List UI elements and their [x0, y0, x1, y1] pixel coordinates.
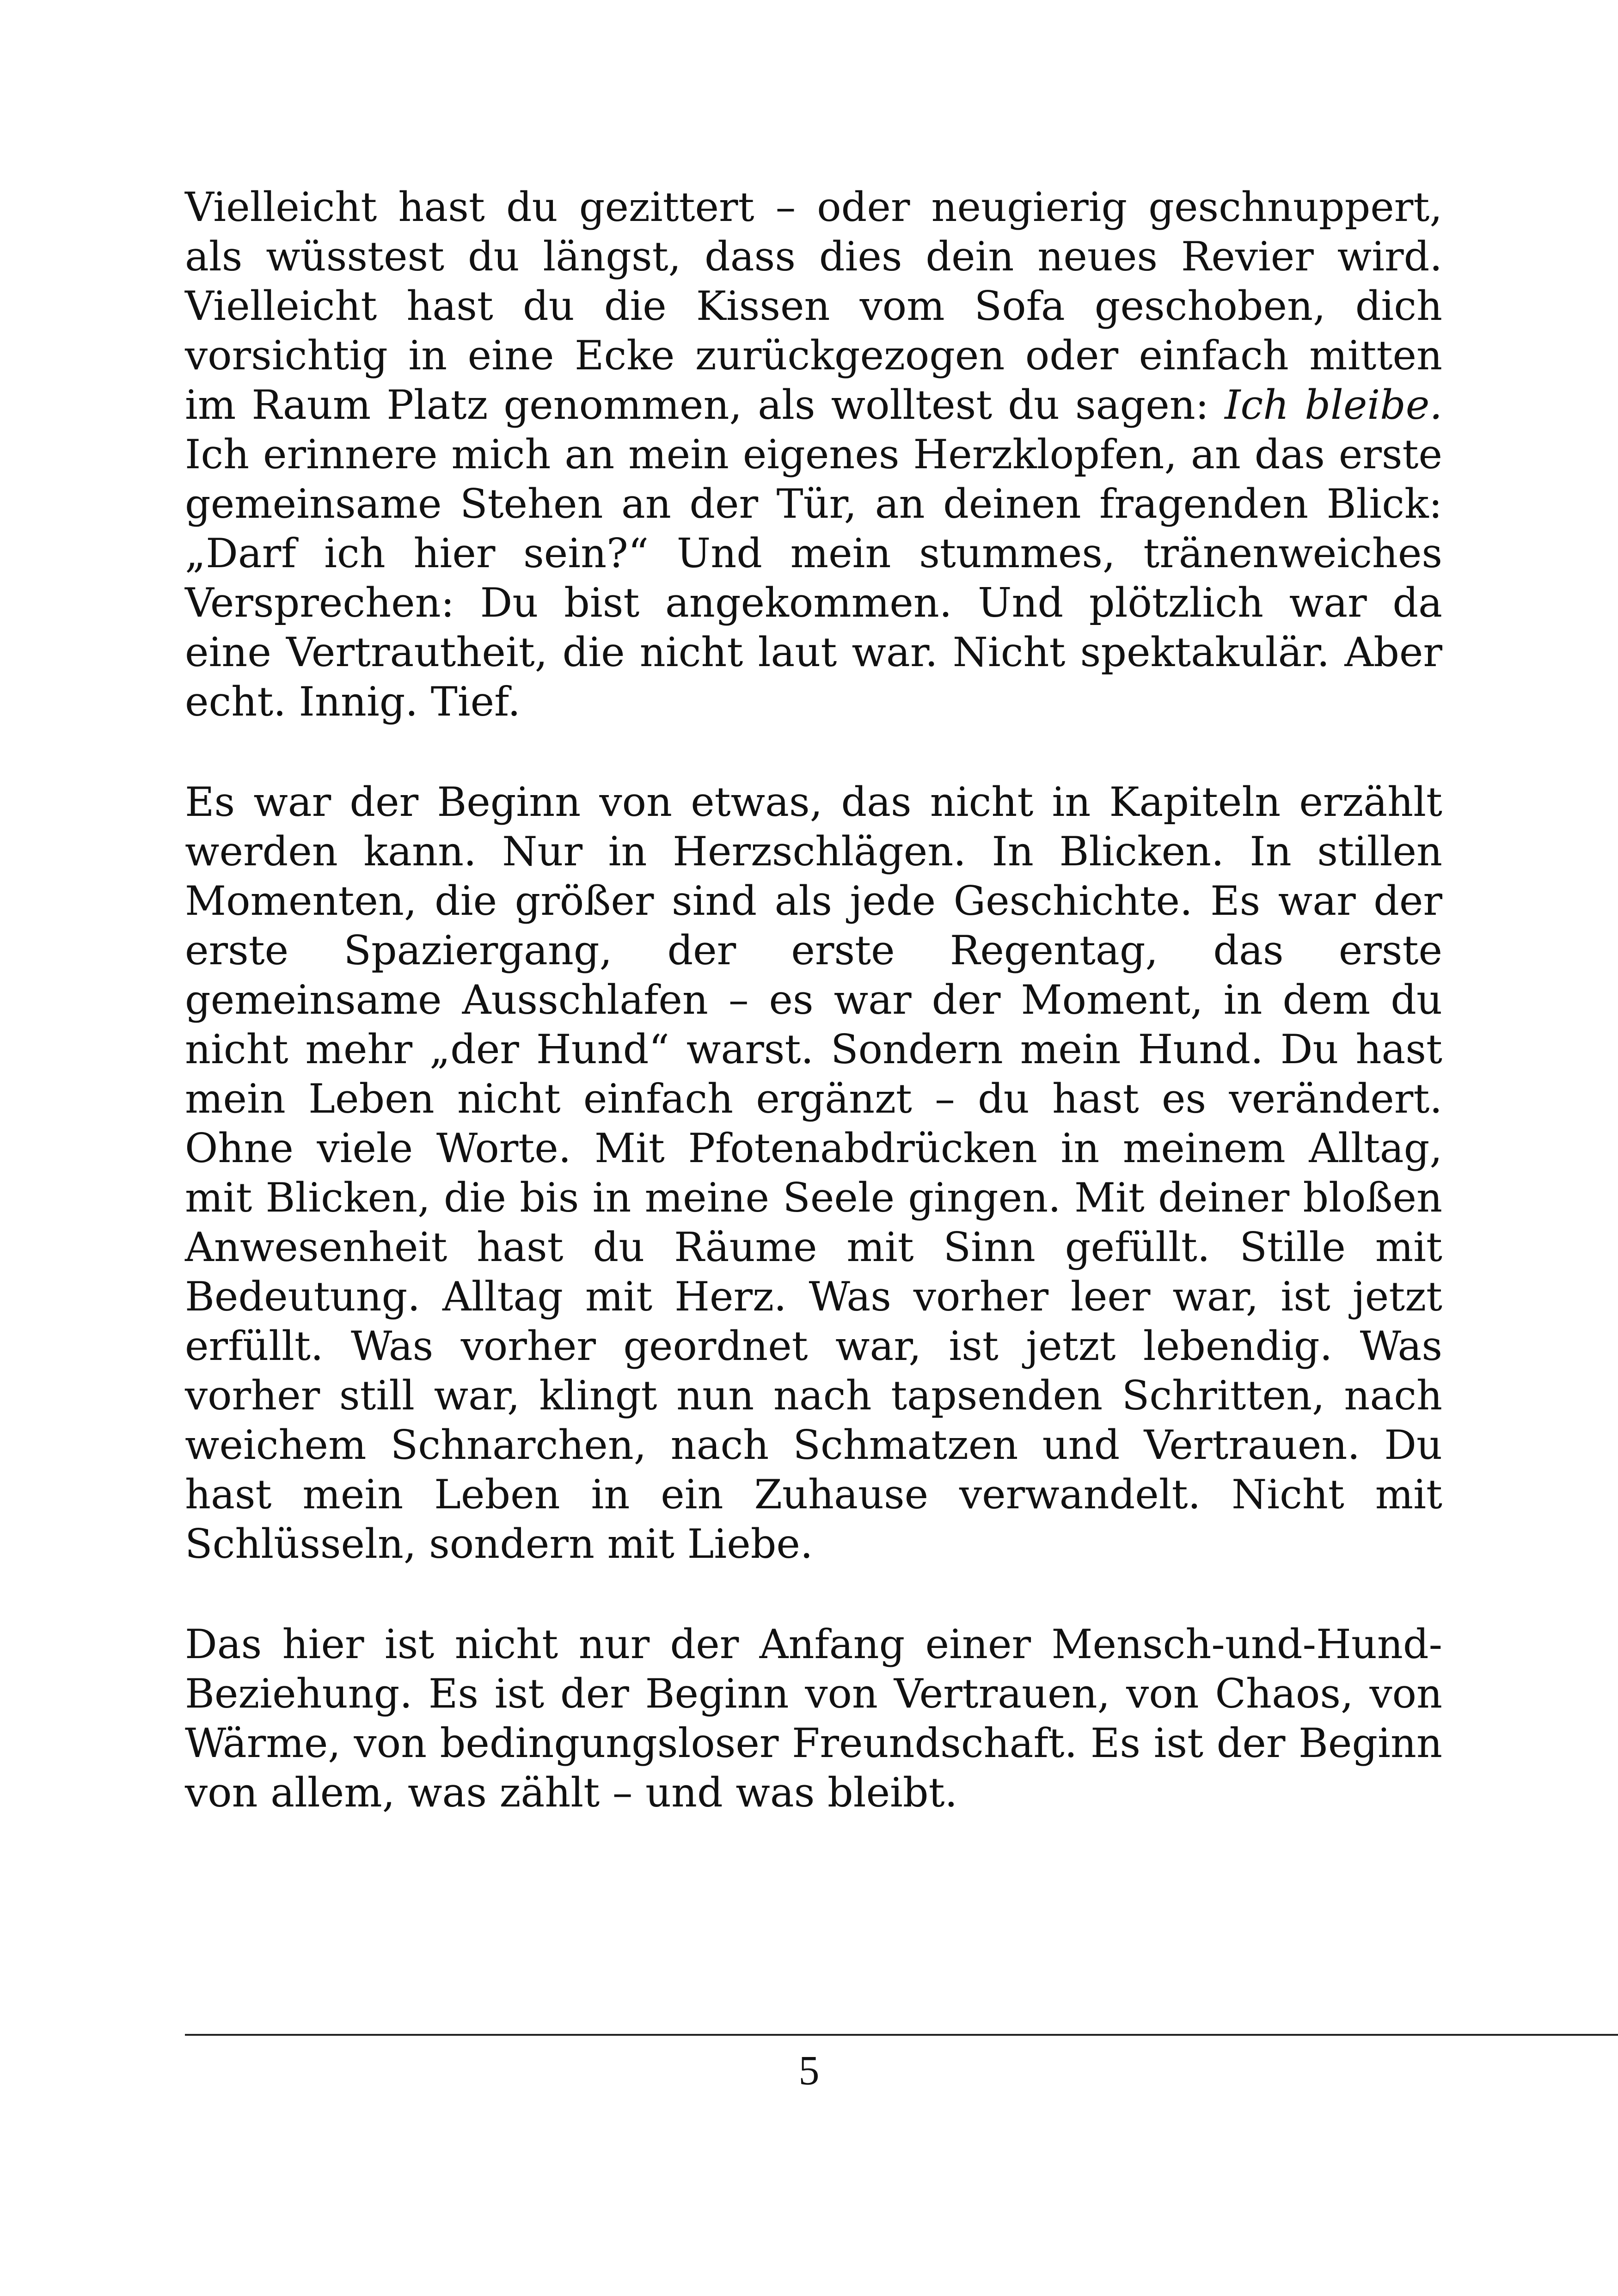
paragraph-1-text-before: Vielleicht hast du gezittert – oder neugierig geschnuppert, als wüsstest du längst, dass dies dein neues Revier wird. Vielleicht hast du die Kissen vom Sofa geschoben, dich vorsichtig in eine Ecke zurückgezogen oder einfach mitten im Raum Platz genommen, als wolltest du sagen: — [185, 184, 1442, 429]
paragraph-1-emphasis: Ich bleibe. — [1225, 381, 1442, 429]
footer-divider — [185, 2034, 1618, 2036]
body-text — [185, 183, 1442, 1868]
paragraph-2: Es war der Beginn von etwas, das nicht in Kapiteln erzählt werden kann. Nur in Herzschlägen. In Blicken. In stillen Momenten, die größer sind als jede Geschichte. Es war der erste Spaziergang, der erste Regentag, das erste gemeinsame Ausschlafen – es war der Moment, in dem du nicht mehr „der Hund“ warst. Sondern mein Hund. Du hast mein Leben nicht einfach ergänzt – du hast es verändert. Ohne viele Worte. Mit Pfotenabdrücken in meinem Alltag, mit Blicken, die bis in meine Seele gingen. Mit deiner bloßen Anwesenheit hast du Räume mit Sinn gefüllt. Stille mit Bedeutung. Alltag mit Herz. Was vorher leer war, ist jetzt erfüllt. Was vorher geordnet war, ist jetzt lebendig. Was vorher still war, klingt nun nach tapsenden Schritten, nach weichem Schnarchen, nach Schmatzen und Vertrauen. Du hast mein Leben in ein Zuhause verwandelt. Nicht mit Schlüsseln, sondern mit Liebe. — [185, 778, 1442, 1567]
paragraph-1-text-after: Ich erinnere mich an mein eigenes Herzklopfen, an das erste gemeinsame Stehen an der Tür, an deinen fragenden Blick: „Darf ich hier sein?“ Und mein stummes, tränenweiches Versprechen: Du bist angekommen. Und plötzlich war da eine Vertrautheit, die nicht laut war. Nicht spektakulär. Aber echt. Innig. Tief. — [185, 431, 1442, 725]
paragraph-1 — [185, 183, 1442, 727]
paragraph-3: Das hier ist nicht nur der Anfang einer Mensch-und-Hund-Beziehung. Es ist der Beginn von Vertrauen, von Chaos, von Wärme, von bedingungsloser Freundschaft. Es ist der Beginn von allem, was zählt – und was bleibt. — [185, 1621, 1442, 1816]
page-number: 5 — [798, 2048, 820, 2094]
